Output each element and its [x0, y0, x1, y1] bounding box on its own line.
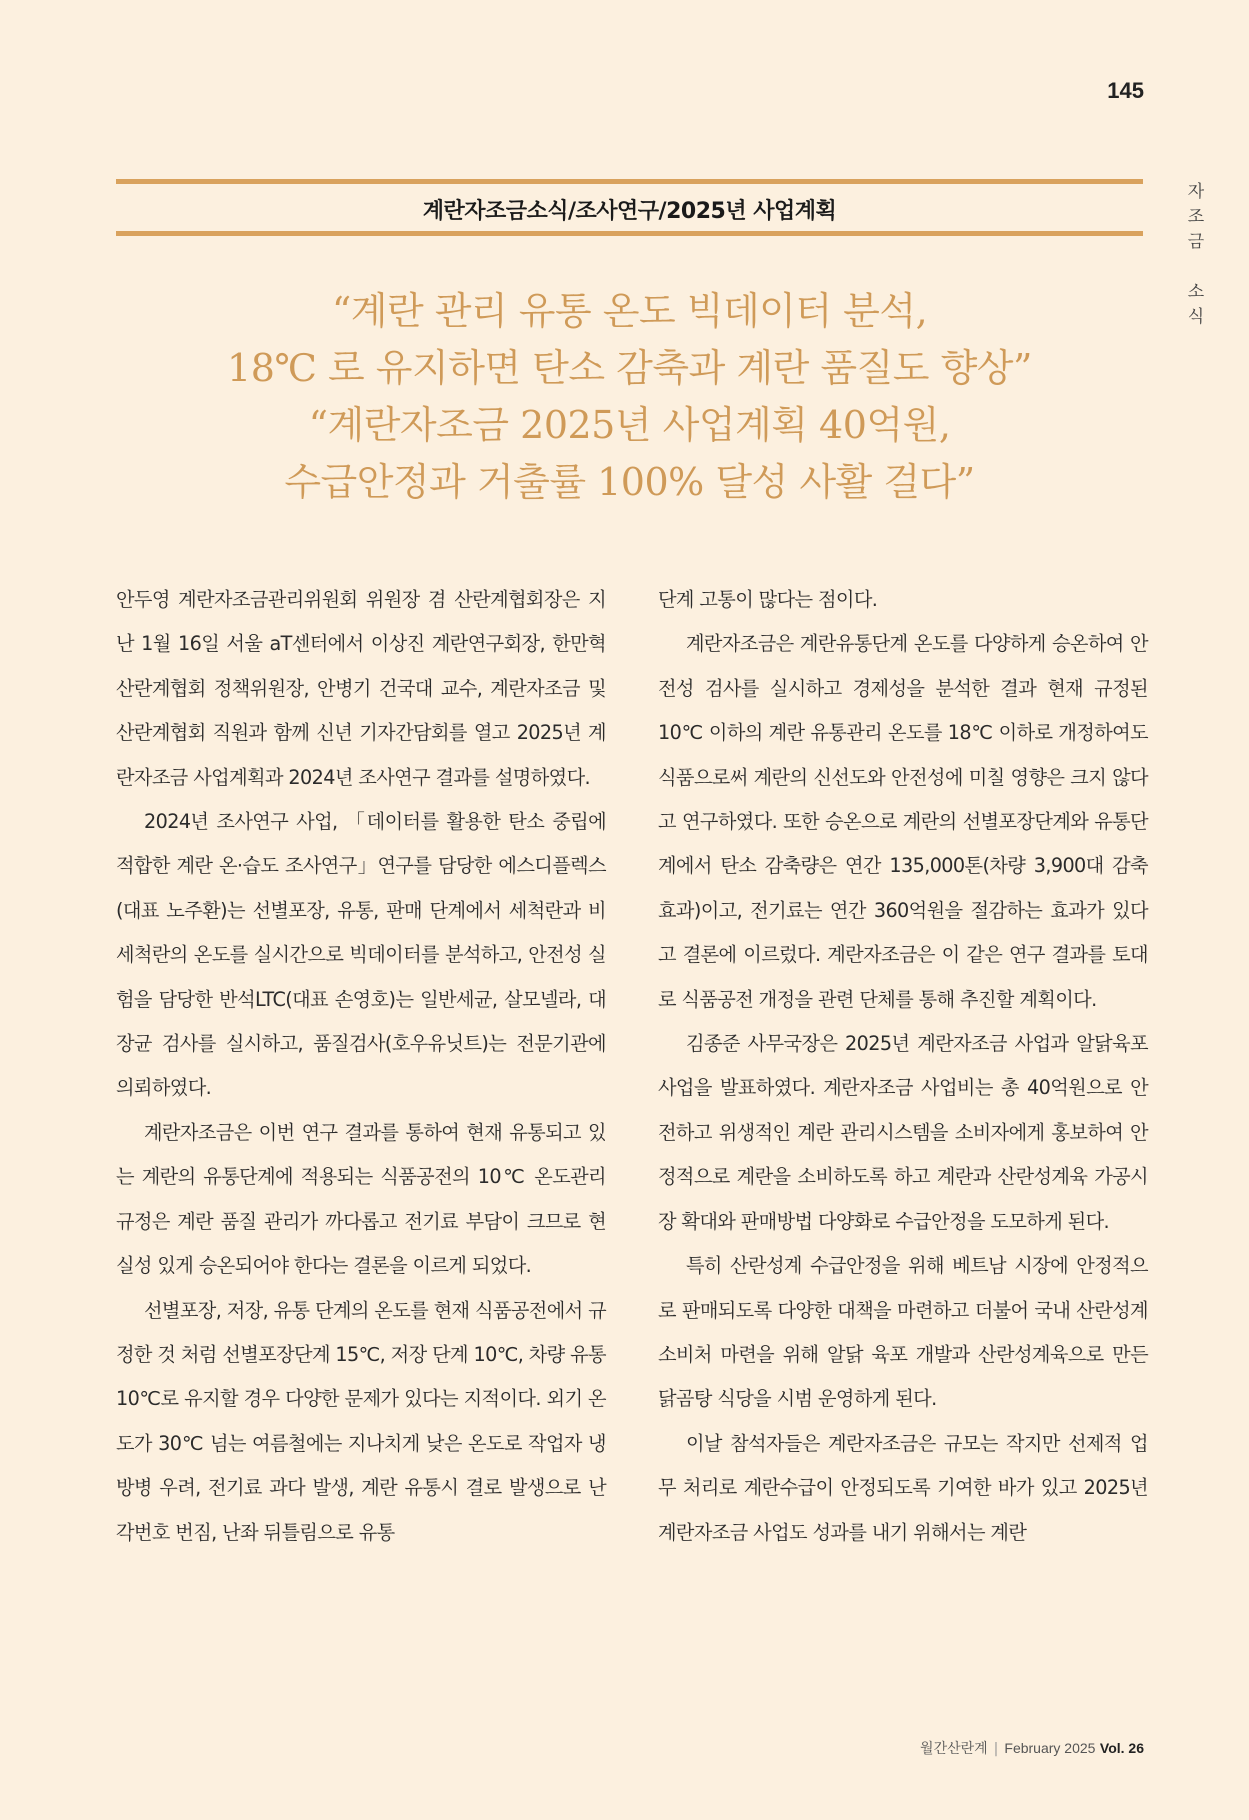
- issue-month: February 2025: [1004, 1740, 1096, 1756]
- paragraph: 특히 산란성계 수급안정을 위해 베트남 시장에 안정적으로 판매되도록 다양한 대책을 마련하고 더불어 국내 산란성계 소비처 마련을 위해 알닭 육포 개발과 산란성계육으로 만든 닭곰탕 식당을 시범 운영하게 된다.: [658, 1254, 1148, 1411]
- side-section-label: 자 조 금 소 식: [1187, 182, 1205, 327]
- magazine-name: 월간산란계: [920, 1741, 988, 1757]
- page-number: 145: [1107, 78, 1144, 103]
- article-column-left: [116, 578, 606, 1555]
- article-column-right: [658, 578, 1148, 1555]
- title-rule-top: [116, 179, 1143, 184]
- section-title: 계란자조금소식/조사연구/2025년 사업계획: [422, 199, 837, 224]
- paragraph: 이날 참석자들은 계란자조금은 규모는 작지만 선제적 업무 처리로 계란수급이 안정되도록 기여한 바가 있고 2025년 계란자조금 사업도 성과를 내기 위해서는 계란: [658, 1431, 1148, 1544]
- headline: [116, 283, 1143, 511]
- paragraph: 안두영 계란자조금관리위원회 위원장 겸 산란계협회장은 지난 1월 16일 서울 aT센터에서 이상진 계란연구회장, 한만혁 산란계협회 정책위원장, 안병기 건국대 교수, 계란자조금 및 산란계협회 직원과 함께 신년 기자간담회를 열고 2025년 계란자조금 사업계획과 2024년 조사연구 결과를 설명하였다.: [116, 588, 606, 789]
- page-footer: [700, 1738, 1144, 1758]
- footer-separator: |: [993, 1741, 999, 1757]
- headline-line: “계란자조금 2025년 사업계획 40억원,: [308, 403, 951, 447]
- paragraph: 계란자조금은 이번 연구 결과를 통하여 현재 유통되고 있는 계란의 유통단계에 적용되는 식품공전의 10℃ 온도관리 규정은 계란 품질 관리가 까다롭고 전기료 부담이 크므로 현실성 있게 승온되어야 한다는 결론을 이르게 되었다.: [116, 1120, 606, 1278]
- paragraph: 2024년 조사연구 사업, 「데이터를 활용한 탄소 중립에 적합한 계란 온·습도 조사연구」연구를 담당한 에스디플렉스(대표 노주환)는 선별포장, 유통, 판매 단계에서 세척란과 비세척란의 온도를 실시간으로 빅데이터를 분석하고, 안전성 실험을 담당한 반석LTC(대표 손영호)는 일반세균, 살모넬라, 대장균 검사를 실시하고, 품질검사(호우유닛트)는 전문기관에 의뢰하였다.: [116, 810, 606, 1100]
- headline-line: “계란 관리 유통 온도 빅데이터 분석,: [331, 289, 928, 333]
- paragraph: 김종준 사무국장은 2025년 계란자조금 사업과 알닭육포 사업을 발표하였다. 계란자조금 사업비는 총 40억원으로 안전하고 위생적인 계란 관리시스템을 소비자에게 홍보하여 안정적으로 계란을 소비하도록 하고 계란과 산란성계육 가공시장 확대와 판매방법 다양화로 수급안정을 도모하게 된다.: [658, 1032, 1148, 1233]
- paragraph: 계란자조금은 계란유통단계 온도를 다양하게 승온하여 안전성 검사를 실시하고 경제성을 분석한 결과 현재 규정된 10℃ 이하의 계란 유통관리 온도를 18℃ 이하로 개정하여도 식품으로써 계란의 신선도와 안전성에 미칠 영향은 크지 않다고 연구하였다. 또한 승온으로 계란의 선별포장단계와 유통단계에서 탄소 감축량은 연간 135,000톤(차량 3,900대 감축 효과)이고, 전기료는 연간 360억원을 절감하는 효과가 있다고 결론에 이르렀다. 계란자조금은 이 같은 연구 결과를 토대로 식품공전 개정을 관련 단체를 통해 추진할 계획이다.: [658, 632, 1148, 1011]
- headline-line: 18℃ 로 유지하면 탄소 감축과 계란 품질도 향상”: [227, 346, 1032, 390]
- title-rule-bottom: [116, 231, 1143, 236]
- paragraph: 단계 고통이 많다는 점이다.: [658, 588, 878, 611]
- paragraph: 선별포장, 저장, 유통 단계의 온도를 현재 식품공전에서 규정한 것 처럼 선별포장단계 15℃, 저장 단계 10℃, 차량 유통 10℃로 유지할 경우 다양한 문제가 있다는 지적이다. 외기 온도가 30℃ 넘는 여름철에는 지나치게 낮은 온도로 작업자 냉방병 우려, 전기료 과다 발생, 계란 유통시 결로 발생으로 난각번호 번짐, 난좌 뒤틀림으로 유통: [116, 1298, 606, 1544]
- issue-volume: Vol. 26: [1099, 1740, 1144, 1756]
- headline-line: 수급안정과 거출률 100% 달성 사활 걸다”: [284, 460, 975, 504]
